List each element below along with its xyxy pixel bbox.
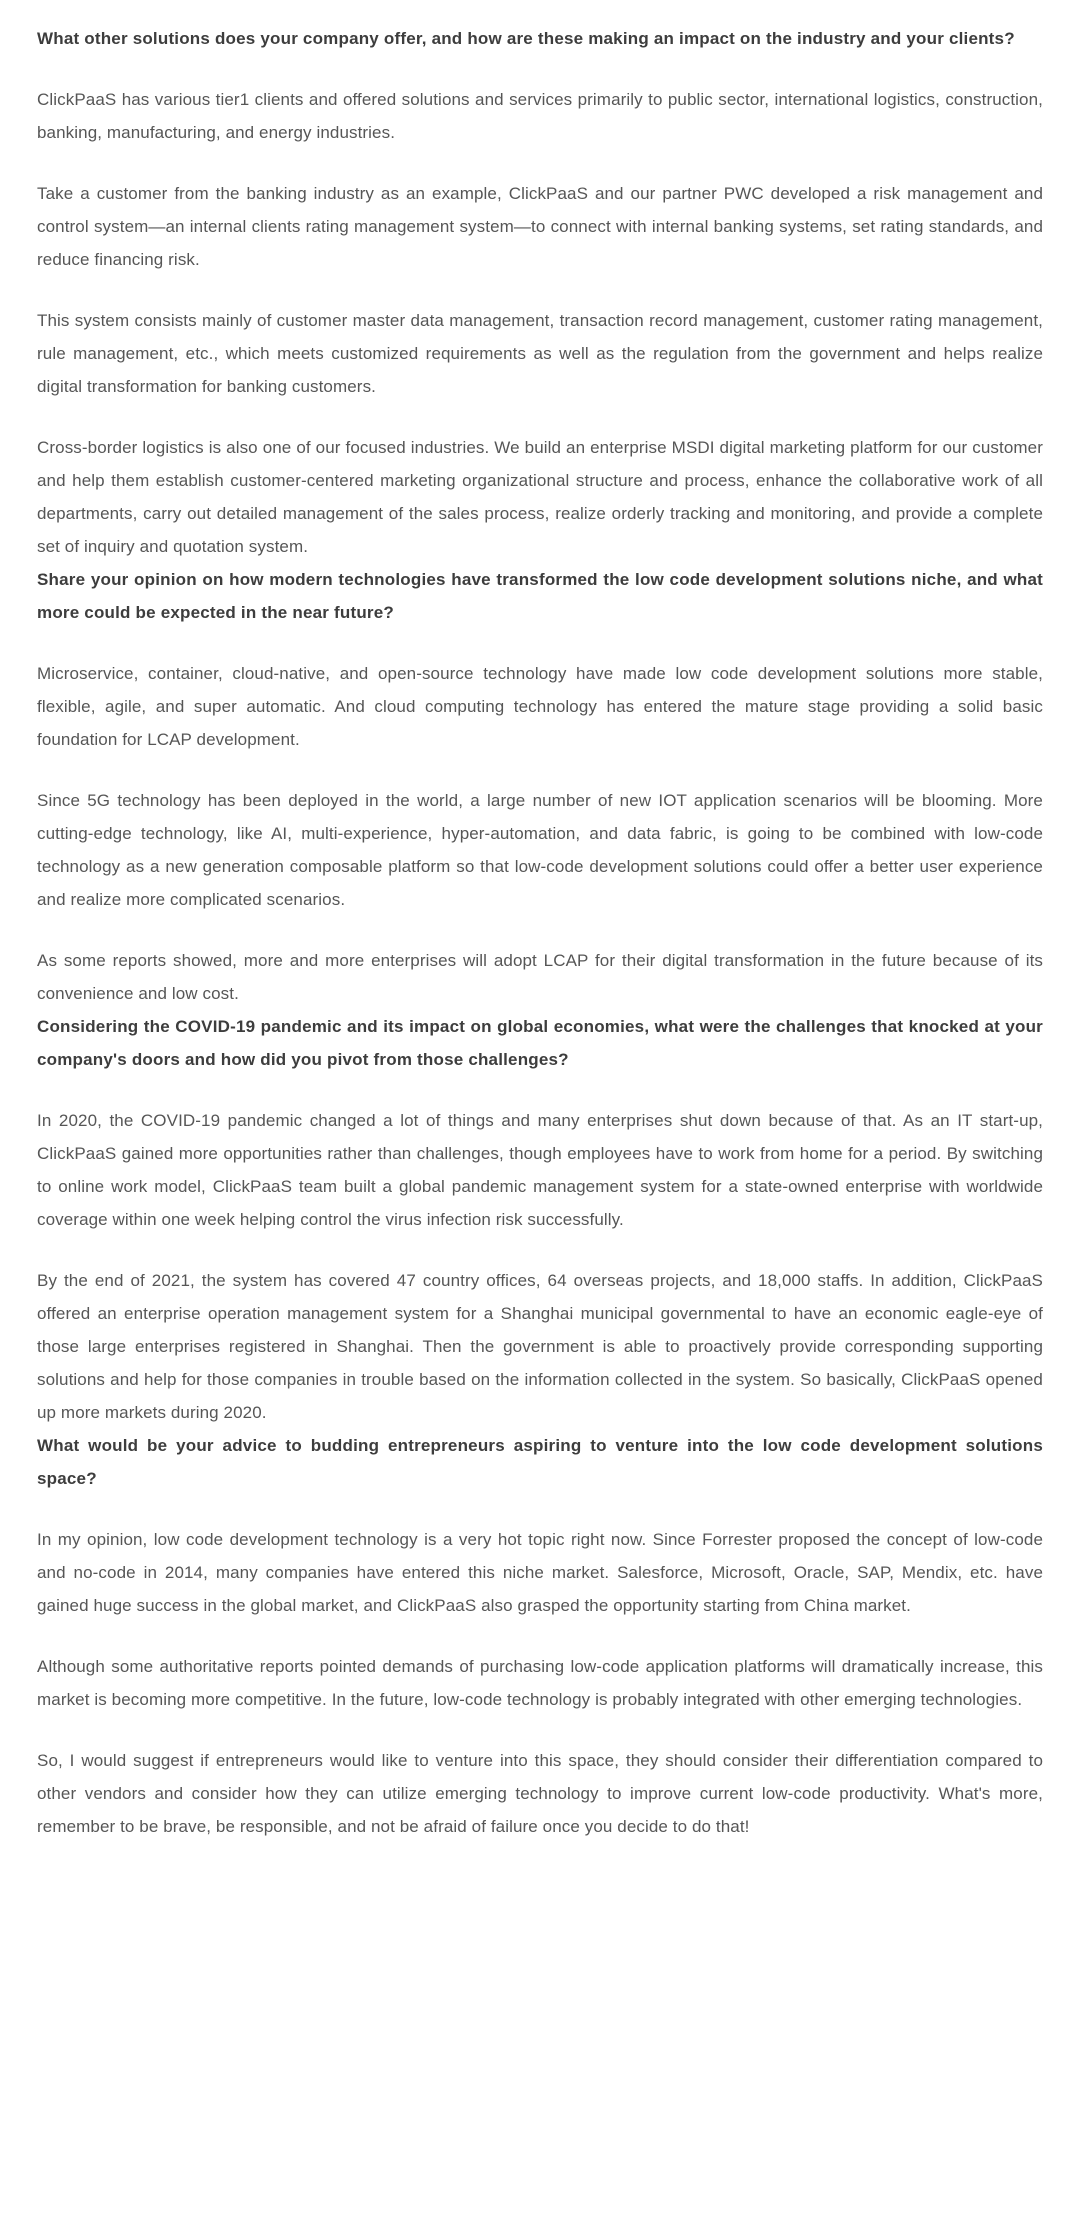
question-heading: What other solutions does your company offer, and how are these making an impact on the industry and your clients? xyxy=(37,29,1015,48)
question-heading: Considering the COVID-19 pandemic and its impact on global economies, what were the challenges that knocked at your company's doors and how did you pivot from those challenges? xyxy=(37,1017,1043,1069)
answer-paragraph: Since 5G technology has been deployed in the world, a large number of new IOT application scenarios will be blooming. More cutting-edge technology, like AI, multi-experience, hyper-automation, and data fabric, is going to be combined with low-code technology as a new generation composable platform so that low-code development solutions could offer a better user experience and realize more complicated scenarios. xyxy=(37,791,1043,909)
question-heading: Share your opinion on how modern technologies have transformed the low code development solutions niche, and what more could be expected in the near future? xyxy=(37,570,1043,622)
answer-paragraph: By the end of 2021, the system has covered 47 country offices, 64 overseas projects, and 18,000 staffs. In addition, ClickPaaS offered an enterprise operation management system for a Shanghai municipal governmental to have an economic eagle-eye of those large enterprises registered in Shanghai. Then the government is able to proactively provide corresponding supporting solutions and help for those companies in trouble based on the information collected in the system. So basically, ClickPaaS opened up more markets during 2020. xyxy=(37,1271,1043,1422)
answer-paragraph: Cross-border logistics is also one of our focused industries. We build an enterprise MSDI digital marketing platform for our customer and help them establish customer-centered marketing organizational structure and process, enhance the collaborative work of all departments, carry out detailed management of the sales process, realize orderly tracking and monitoring, and provide a complete set of inquiry and quotation system. xyxy=(37,438,1043,556)
qa-section xyxy=(37,22,1043,563)
qa-section xyxy=(37,1429,1043,1843)
answer-paragraph: As some reports showed, more and more enterprises will adopt LCAP for their digital transformation in the future because of its convenience and low cost. xyxy=(37,951,1043,1003)
answer-paragraph: This system consists mainly of customer master data management, transaction record management, customer rating management, rule management, etc., which meets customized requirements as well as the regulation from the government and helps realize digital transformation for banking customers. xyxy=(37,311,1043,396)
answer-paragraph: Although some authoritative reports pointed demands of purchasing low-code application platforms will dramatically increase, this market is becoming more competitive. In the future, low-code technology is probably integrated with other emerging technologies. xyxy=(37,1657,1043,1709)
answer-paragraph: ClickPaaS has various tier1 clients and offered solutions and services primarily to public sector, international logistics, construction, banking, manufacturing, and energy industries. xyxy=(37,90,1043,142)
answer-paragraph: In my opinion, low code development technology is a very hot topic right now. Since Forrester proposed the concept of low-code and no-code in 2014, many companies have entered this niche market. Salesforce, Microsoft, Oracle, SAP, Mendix, etc. have gained huge success in the global market, and ClickPaaS also grasped the opportunity starting from China market. xyxy=(37,1530,1043,1615)
qa-section xyxy=(37,1010,1043,1429)
qa-section xyxy=(37,563,1043,1010)
answer-paragraph: So, I would suggest if entrepreneurs would like to venture into this space, they should consider their differentiation compared to other vendors and consider how they can utilize emerging technology to improve current low-code productivity. What's more, remember to be brave, be responsible, and not be afraid of failure once you decide to do that! xyxy=(37,1751,1043,1836)
answer-paragraph: Microservice, container, cloud-native, and open-source technology have made low code development solutions more stable, flexible, agile, and super automatic. And cloud computing technology has entered the mature stage providing a solid basic foundation for LCAP development. xyxy=(37,664,1043,749)
answer-paragraph: In 2020, the COVID-19 pandemic changed a lot of things and many enterprises shut down because of that. As an IT start-up, ClickPaaS gained more opportunities rather than challenges, though employees have to work from home for a period. By switching to online work model, ClickPaaS team built a global pandemic management system for a state-owned enterprise with worldwide coverage within one week helping control the virus infection risk successfully. xyxy=(37,1111,1043,1229)
answer-paragraph: Take a customer from the banking industry as an example, ClickPaaS and our partner PWC developed a risk management and control system—an internal clients rating management system—to connect with internal banking systems, set rating standards, and reduce financing risk. xyxy=(37,184,1043,269)
question-heading: What would be your advice to budding entrepreneurs aspiring to venture into the low code development solutions space? xyxy=(37,1436,1043,1488)
